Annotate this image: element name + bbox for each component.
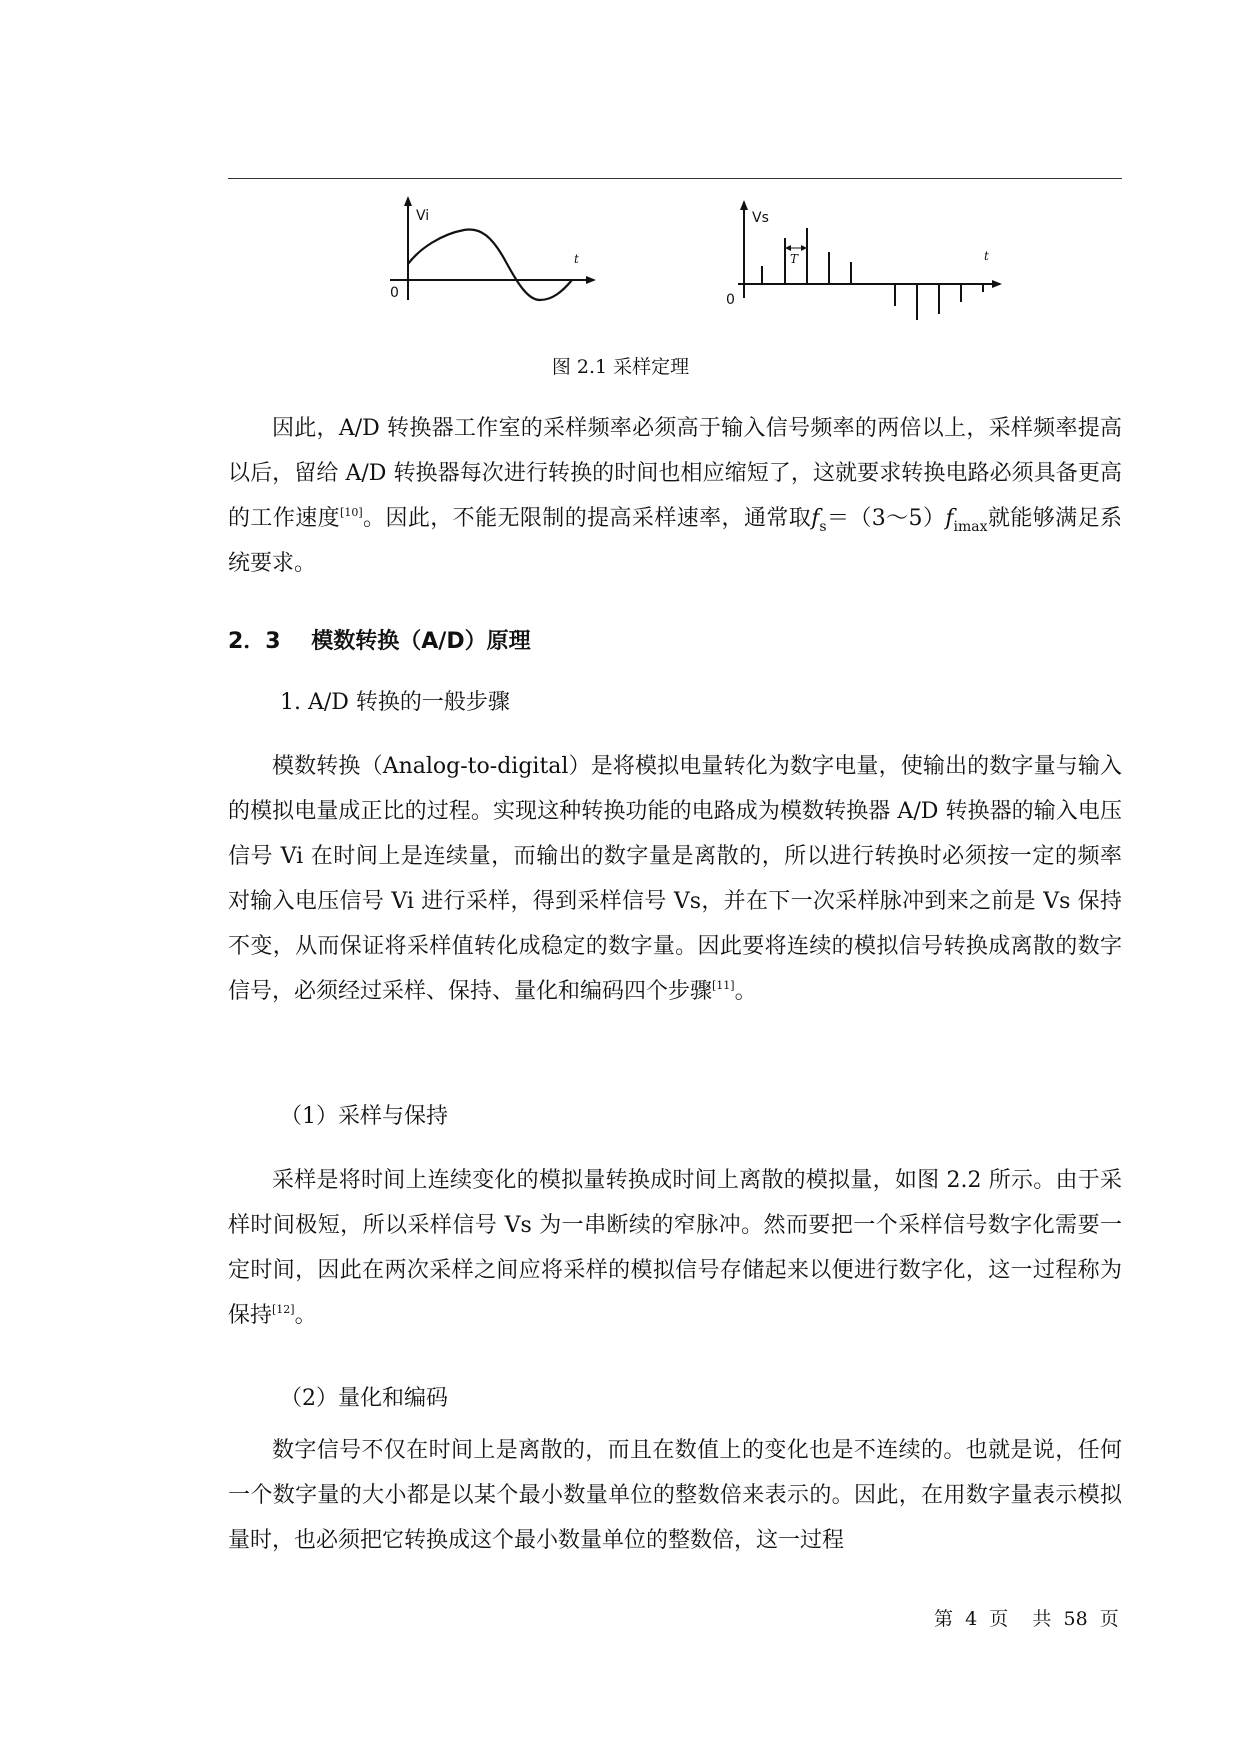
section-heading: 2．3 模数转换（A/D）原理 — [228, 629, 531, 654]
vi-y-label: Vi — [416, 208, 430, 224]
vs-x-arrow — [992, 280, 1002, 288]
paragraph-ad-conversion: 模数转换（Analog-to-digital）是将模拟电量转化为数字电量，使输出的数字量与输入的模拟电量成正比的过程。实现这种转换功能的电路成为模数转换器 A/D 转换器的输入电压信号 Vi 在时间上是连续量，而输出的数字量是离散的，所以进行转换时必须按一定的频率对输入电压信号 Vi 进行采样，得到采样信号 Vs，并在下一次采样脉冲到来之前是 Vs 保持不变，从而保证将采样值转化成稳定的数字量。因此要将连续的模拟信号转换成离散的数字信号，必须经过采样、保持、量化和编码四个步骤[11]。 — [228, 754, 1122, 1004]
vi-plot — [390, 196, 596, 301]
paragraph-quantization: 数字信号不仅在时间上是离散的，而且在数值上的变化也是不连续的。也就是说，任何一个数字量的大小都是以某个最小数量单位的整数倍来表示的。因此，在用数字量表示模拟量时，也必须把它转换成这个最小数量单位的整数倍，这一过程 — [228, 1438, 1122, 1553]
citation-11: [11] — [712, 979, 735, 992]
paragraph-sampling-rate: 因此，A/D 转换器工作室的采样频率必须高于输入信号频率的两倍以上，采样频率提高以后，留给 A/D 转换器每次进行转换的时间也相应缩短了，这就要求转换电路必须具备更高的工作速度[10]。因此，不能无限制的提高采样速率，通常取$f_s=(3\sim 5)f_{imax}$就能够满足系统要求。 — [228, 416, 1122, 576]
vi-y-arrow — [404, 196, 412, 206]
vs-plot — [726, 200, 1002, 320]
vs-y-label: Vs — [752, 210, 769, 226]
subheading-sample-hold: （1）采样与保持 — [280, 1104, 448, 1129]
subheading-quantize-encode: （2）量化和编码 — [280, 1386, 448, 1411]
header-rule — [228, 178, 1122, 179]
figure-caption: 图 2.1 采样定理 — [551, 356, 690, 378]
vs-period-label: T — [790, 252, 799, 266]
citation-12: [12] — [272, 1303, 295, 1316]
vi-t-label: t — [574, 252, 579, 266]
vi-origin-label: 0 — [390, 285, 399, 301]
paragraph-sample-hold: 采样是将时间上连续变化的模拟量转换成时间上离散的模拟量，如图 2.2 所示。由于采样时间极短，所以采样信号 Vs 为一串断续的窄脉冲。然而要把一个采样信号数字化需要一定时间，因此在两次采样之间应将采样的模拟信号存储起来以便进行数字化，这一过程称为保持[12]。 — [228, 1168, 1122, 1328]
vs-y-arrow — [740, 200, 748, 210]
sampling-figure — [380, 196, 1040, 331]
citation-10: [10] — [340, 506, 363, 519]
vs-t-label: t — [984, 249, 989, 263]
vi-waveform — [408, 229, 572, 300]
subheading-general-steps: 1. A/D 转换的一般步骤 — [280, 690, 510, 715]
vs-origin-label: 0 — [726, 292, 735, 308]
vi-x-arrow — [586, 276, 596, 284]
page-footer: 第 4 页 共 58 页 — [934, 1608, 1119, 1630]
